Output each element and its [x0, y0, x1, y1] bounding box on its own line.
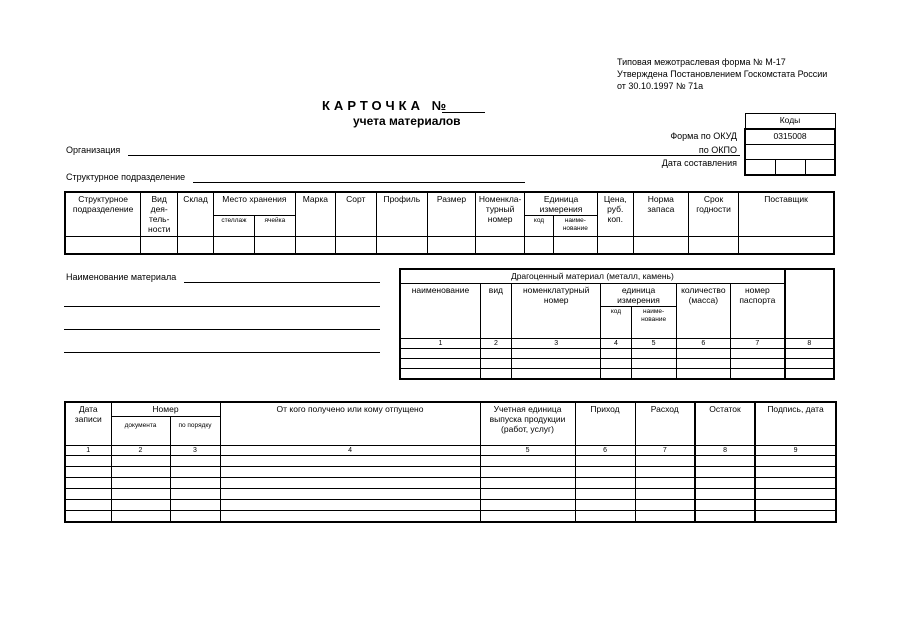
th-rack: стеллаж	[213, 216, 254, 237]
th-precious: Драгоценный материал (металл, камень)	[400, 269, 785, 284]
okud-value: 0315008	[745, 129, 835, 145]
cell-input[interactable]	[220, 478, 480, 489]
cell-input[interactable]	[695, 511, 755, 522]
th-size: Размер	[427, 192, 475, 237]
th-order: по порядку	[170, 417, 220, 446]
col-num-7: 7	[730, 339, 784, 349]
codes-header: Коды	[745, 114, 835, 130]
material-name-line-4[interactable]	[64, 352, 380, 353]
cell-input[interactable]	[695, 489, 755, 500]
col-num-3: 3	[511, 339, 600, 349]
th-warehouse: Склад	[178, 192, 214, 237]
cell-input[interactable]	[695, 467, 755, 478]
cell-input[interactable]	[480, 369, 511, 379]
cell-input[interactable]	[755, 478, 836, 489]
th-price: Цена, руб. коп.	[597, 192, 633, 237]
th-precious-qty: количество (масса)	[676, 284, 730, 339]
date-year[interactable]	[805, 160, 835, 176]
cell-input[interactable]	[755, 467, 836, 478]
form-line-2: Утверждена Постановлением Госкомстата России	[617, 69, 828, 79]
cell-input[interactable]	[631, 369, 676, 379]
th-activity: Вид дея-тель-ности	[141, 192, 178, 237]
cell-input[interactable]	[631, 349, 676, 359]
th-income: Приход	[575, 402, 635, 446]
cell-input[interactable]	[376, 237, 427, 254]
card-subtitle: учета материалов	[353, 114, 461, 128]
th-brand: Марка	[295, 192, 335, 237]
cell-input[interactable]	[575, 489, 635, 500]
th-profile: Профиль	[376, 192, 427, 237]
cell-input[interactable]	[111, 478, 170, 489]
cell-input[interactable]	[295, 237, 335, 254]
cell-input[interactable]	[755, 456, 836, 467]
cell-input[interactable]	[213, 237, 254, 254]
okpo-value[interactable]	[745, 145, 835, 160]
cell-input[interactable]	[635, 500, 695, 511]
cell-input[interactable]	[631, 359, 676, 369]
cell-input[interactable]	[480, 478, 575, 489]
th-accounting-unit: Учетная единица выпуска продукции (работ, услуг)	[480, 402, 575, 446]
department-label: Структурное подразделение	[66, 172, 186, 182]
cell-input[interactable]	[730, 359, 784, 369]
th-precious-item: номенклатурный номер	[511, 284, 600, 339]
cell-input[interactable]	[635, 489, 695, 500]
cell-input[interactable]	[688, 237, 738, 254]
movement-table	[64, 401, 837, 523]
cell-input[interactable]	[476, 237, 525, 254]
cell-input[interactable]	[427, 237, 475, 254]
cell-input[interactable]	[695, 478, 755, 489]
cell-input[interactable]	[480, 349, 511, 359]
th-shelf-life: Срок годности	[688, 192, 738, 237]
th-precious-name: наименование	[400, 284, 480, 339]
col-num-2: 2	[480, 339, 511, 349]
cell-input[interactable]	[480, 467, 575, 478]
cell-input[interactable]	[65, 478, 111, 489]
cell-input[interactable]	[170, 489, 220, 500]
th-expense: Расход	[635, 402, 695, 446]
th-precious-type: вид	[480, 284, 511, 339]
cell-input[interactable]	[111, 467, 170, 478]
cell-input[interactable]	[695, 456, 755, 467]
th-balance: Остаток	[695, 402, 755, 446]
th-stock-norm: Норма запаса	[633, 192, 688, 237]
cell-input[interactable]	[335, 237, 376, 254]
card-title: КАРТОЧКА №	[322, 98, 451, 113]
precious-table	[399, 268, 835, 380]
cell-input[interactable]	[480, 500, 575, 511]
th-col8	[785, 269, 834, 339]
cell-input[interactable]	[170, 456, 220, 467]
date-month[interactable]	[775, 160, 805, 176]
cell-input[interactable]	[730, 369, 784, 379]
col-num-1: 1	[65, 446, 111, 456]
cell-input[interactable]	[676, 369, 730, 379]
col-num-7: 7	[635, 446, 695, 456]
material-name-label: Наименование материала	[66, 272, 177, 282]
date-label: Дата составления	[661, 158, 737, 168]
th-precious-unit-code: код	[601, 307, 631, 339]
th-struct-dept: Структурное подразделение	[65, 192, 141, 237]
col-num-5: 5	[480, 446, 575, 456]
col-num-2: 2	[111, 446, 170, 456]
cell-input[interactable]	[553, 237, 597, 254]
cell-input[interactable]	[730, 349, 784, 359]
col-num-4: 4	[220, 446, 480, 456]
th-item-number: Номенкла-турный номер	[476, 192, 525, 237]
col-num-4: 4	[601, 339, 631, 349]
department-field[interactable]	[193, 182, 525, 183]
cell-input[interactable]	[511, 349, 600, 359]
cell-input[interactable]	[785, 369, 834, 379]
th-precious-unit-name: наиме-нование	[631, 307, 676, 339]
col-num-5: 5	[631, 339, 676, 349]
col-num-6: 6	[676, 339, 730, 349]
okpo-label: по ОКПО	[698, 145, 737, 155]
th-cell: ячейка	[254, 216, 295, 237]
cell-input[interactable]	[170, 467, 220, 478]
cell-input[interactable]	[755, 489, 836, 500]
cell-input[interactable]	[785, 359, 834, 369]
cell-input[interactable]	[170, 500, 220, 511]
col-num-8: 8	[695, 446, 755, 456]
organization-label: Организация	[66, 145, 121, 155]
form-header	[617, 56, 827, 92]
organization-field[interactable]	[128, 155, 740, 156]
material-name-line-2[interactable]	[64, 306, 380, 307]
th-grade: Сорт	[335, 192, 376, 237]
cell-input[interactable]	[65, 456, 111, 467]
th-unit-name: наиме-нование	[553, 216, 597, 237]
th-supplier: Поставщик	[739, 192, 834, 237]
cell-input[interactable]	[601, 359, 631, 369]
cell-input[interactable]	[111, 489, 170, 500]
cell-input[interactable]	[220, 500, 480, 511]
th-unit: Единица измерения	[525, 192, 598, 216]
th-document: документа	[111, 417, 170, 446]
col-num-3: 3	[170, 446, 220, 456]
cell-input[interactable]	[170, 478, 220, 489]
form-line-3: от 30.10.1997 № 71а	[617, 81, 704, 91]
cell-input[interactable]	[141, 237, 178, 254]
cell-input[interactable]	[525, 237, 554, 254]
cell-input[interactable]	[575, 478, 635, 489]
cell-input[interactable]	[633, 237, 688, 254]
cell-input[interactable]	[65, 467, 111, 478]
okud-label: Форма по ОКУД	[670, 131, 737, 141]
th-date: Дата записи	[65, 402, 111, 446]
cell-input[interactable]	[755, 511, 836, 522]
cell-input[interactable]	[635, 511, 695, 522]
cell-input[interactable]	[400, 359, 480, 369]
cell-input[interactable]	[400, 349, 480, 359]
cell-input[interactable]	[635, 467, 695, 478]
th-number: Номер	[111, 402, 220, 417]
cell-input[interactable]	[220, 456, 480, 467]
th-from-to: От кого получено или кому отпущено	[220, 402, 480, 446]
cell-input[interactable]	[65, 237, 141, 254]
cell-input[interactable]	[635, 478, 695, 489]
cell-input[interactable]	[111, 456, 170, 467]
cell-input[interactable]	[254, 237, 295, 254]
cell-input[interactable]	[597, 237, 633, 254]
cell-input[interactable]	[511, 369, 600, 379]
cell-input[interactable]	[480, 456, 575, 467]
cell-input[interactable]	[676, 349, 730, 359]
cell-input[interactable]	[601, 369, 631, 379]
col-num-8: 8	[785, 339, 834, 349]
material-name-line-3[interactable]	[64, 329, 380, 330]
cell-input[interactable]	[480, 359, 511, 369]
cell-input[interactable]	[785, 349, 834, 359]
th-storage-place: Место хранения	[213, 192, 295, 216]
cell-input[interactable]	[695, 500, 755, 511]
cell-input[interactable]	[575, 467, 635, 478]
cell-input[interactable]	[755, 500, 836, 511]
cell-input[interactable]	[65, 511, 111, 522]
cell-input[interactable]	[170, 511, 220, 522]
cell-input[interactable]	[676, 359, 730, 369]
col-num-9: 9	[755, 446, 836, 456]
cell-input[interactable]	[480, 489, 575, 500]
cell-input[interactable]	[178, 237, 214, 254]
th-signature: Подпись, дата	[755, 402, 836, 446]
th-unit-code: код	[525, 216, 554, 237]
date-day[interactable]	[745, 160, 775, 176]
cell-input[interactable]	[220, 467, 480, 478]
cell-input[interactable]	[635, 456, 695, 467]
cell-input[interactable]	[111, 511, 170, 522]
cell-input[interactable]	[65, 500, 111, 511]
col-num-1: 1	[400, 339, 480, 349]
material-name-field[interactable]	[184, 282, 380, 283]
cell-input[interactable]	[220, 489, 480, 500]
card-number-line[interactable]	[442, 112, 485, 113]
th-precious-unit: единица измерения	[601, 284, 676, 307]
cell-input[interactable]	[739, 237, 834, 254]
form-line-1: Типовая межотраслевая форма № М-17	[617, 57, 786, 67]
cell-input[interactable]	[511, 359, 600, 369]
cell-input[interactable]	[480, 511, 575, 522]
material-table	[64, 191, 835, 255]
col-num-6: 6	[575, 446, 635, 456]
cell-input[interactable]	[111, 500, 170, 511]
cell-input[interactable]	[220, 511, 480, 522]
cell-input[interactable]	[575, 456, 635, 467]
cell-input[interactable]	[575, 500, 635, 511]
cell-input[interactable]	[400, 369, 480, 379]
th-precious-passport: номер паспорта	[730, 284, 784, 339]
cell-input[interactable]	[575, 511, 635, 522]
cell-input[interactable]	[65, 489, 111, 500]
cell-input[interactable]	[601, 349, 631, 359]
codes-table	[744, 113, 836, 176]
